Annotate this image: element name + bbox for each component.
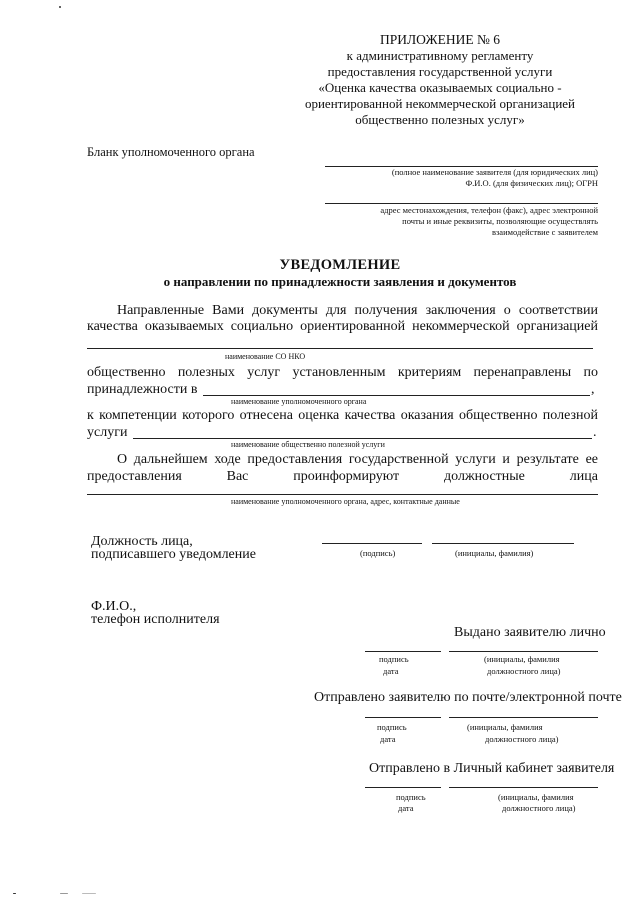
appendix-header xyxy=(280,32,600,128)
authorized-body-caption: наименование уполномоченного органа xyxy=(231,397,367,406)
body-line-3: общественно полезных услуг установленным критериям перенаправлены по xyxy=(87,365,598,380)
applicant-caption-line: Ф.И.О. (для физических лиц); ОГРН xyxy=(465,178,598,188)
appendix-line: к административному регламенту xyxy=(346,48,534,63)
mailed-date-caption: дата xyxy=(380,734,396,744)
issued-init-caption-2: должностного лица) xyxy=(487,666,561,676)
body-line-4-suffix: , xyxy=(591,382,595,397)
issued-sign-caption: подпись xyxy=(379,654,409,664)
body-word: проинформируют xyxy=(293,469,400,484)
document-subtitle: о направлении по принадлежности заявления и документов xyxy=(163,274,517,289)
address-caption-line: адрес местонахождения, телефон (факс), адрес электронной xyxy=(380,205,598,215)
applicant-caption-line: (полное наименование заявителя (для юридических лиц) xyxy=(391,167,598,177)
cabinet-signature-line xyxy=(365,787,441,788)
mailed-initials-line xyxy=(449,717,598,718)
scan-speck xyxy=(13,893,16,894)
issued-date-caption: дата xyxy=(383,666,399,676)
body-word: лица xyxy=(569,469,598,484)
mailed-signature-line xyxy=(365,717,441,718)
cabinet-date-caption: дата xyxy=(398,803,414,813)
cabinet-init-caption-2: должностного лица) xyxy=(502,803,576,813)
service-name-line xyxy=(133,438,592,439)
body-word: должностные xyxy=(444,469,525,484)
nko-caption: наименование СО НКО xyxy=(225,352,306,361)
mailed-sign-caption: подпись xyxy=(377,722,407,732)
document-title: УВЕДОМЛЕНИЕ xyxy=(279,257,401,273)
mailed-init-caption-2: должностного лица) xyxy=(485,734,559,744)
body-word: предоставления xyxy=(87,469,182,484)
cabinet-initials-line xyxy=(449,787,598,788)
body-line-8 xyxy=(87,468,598,485)
position-label-2: подписавшего уведомление xyxy=(91,547,256,562)
body-line-2: качества оказываемых социально ориентированной некоммерческой организацией xyxy=(87,319,598,334)
scan-speck xyxy=(82,893,96,894)
body-line-4-prefix: принадлежности в xyxy=(87,382,198,397)
appendix-line: общественно полезных услуг» xyxy=(355,112,525,127)
cabinet-init-caption-1: (инициалы, фамилия xyxy=(498,792,574,802)
cabinet-title: Отправлено в Личный кабинет заявителя xyxy=(369,761,615,776)
applicant-caption xyxy=(300,167,598,189)
initials-caption: (инициалы, фамилия) xyxy=(455,548,534,558)
phone-label: телефон исполнителя xyxy=(91,612,220,627)
fio-label: Ф.И.О., xyxy=(91,599,137,614)
mailed-title: Отправлено заявителю по почте/электронной почте xyxy=(314,690,622,705)
signature-caption: (подпись) xyxy=(360,548,396,558)
blank-label: Бланк уполномоченного органа xyxy=(87,145,255,159)
contacts-caption: наименование уполномоченного органа, адрес, контактные данные xyxy=(231,497,460,506)
issued-title: Выдано заявителю лично xyxy=(454,625,606,640)
appendix-line: предоставления государственной услуги xyxy=(327,64,553,79)
scan-speck xyxy=(59,6,61,8)
service-caption: наименование общественно полезной услуги xyxy=(231,440,385,449)
appendix-line: ориентированной некоммерческой организацией xyxy=(304,96,576,111)
signature-line xyxy=(322,543,422,544)
body-line-7: О дальнейшем ходе предоставления государственной услуги и результате ее xyxy=(117,452,598,467)
initials-line xyxy=(432,543,574,544)
body-line-6-prefix: услуги xyxy=(87,425,128,440)
appendix-line: «Оценка качества оказываемых социально - xyxy=(318,80,562,95)
issued-initials-line xyxy=(449,651,598,652)
body-line-5: к компетенции которого отнесена оценка качества оказания общественно полезной xyxy=(87,408,598,423)
cabinet-sign-caption: подпись xyxy=(396,792,426,802)
address-caption-line: взаимодействие с заявителем xyxy=(491,227,598,237)
nko-name-line xyxy=(87,348,593,349)
issued-signature-line xyxy=(365,651,441,652)
body-line-6-suffix: . xyxy=(593,425,597,440)
address-line xyxy=(325,203,598,204)
body-line-1: Направленные Вами документы для получения заключения о соответствии xyxy=(117,303,598,318)
body-word: Вас xyxy=(226,469,249,484)
mailed-init-caption-1: (инициалы, фамилия xyxy=(467,722,543,732)
appendix-number: ПРИЛОЖЕНИЕ № 6 xyxy=(379,32,501,47)
contacts-line xyxy=(87,494,598,495)
address-caption-line: почты и иные реквизиты, позволяющие осуществлять xyxy=(402,216,598,226)
position-label-1: Должность лица, xyxy=(91,534,193,549)
address-caption xyxy=(300,205,598,238)
scan-speck xyxy=(60,893,68,894)
issued-init-caption-1: (инициалы, фамилия xyxy=(484,654,560,664)
authorized-body-line xyxy=(203,395,590,396)
